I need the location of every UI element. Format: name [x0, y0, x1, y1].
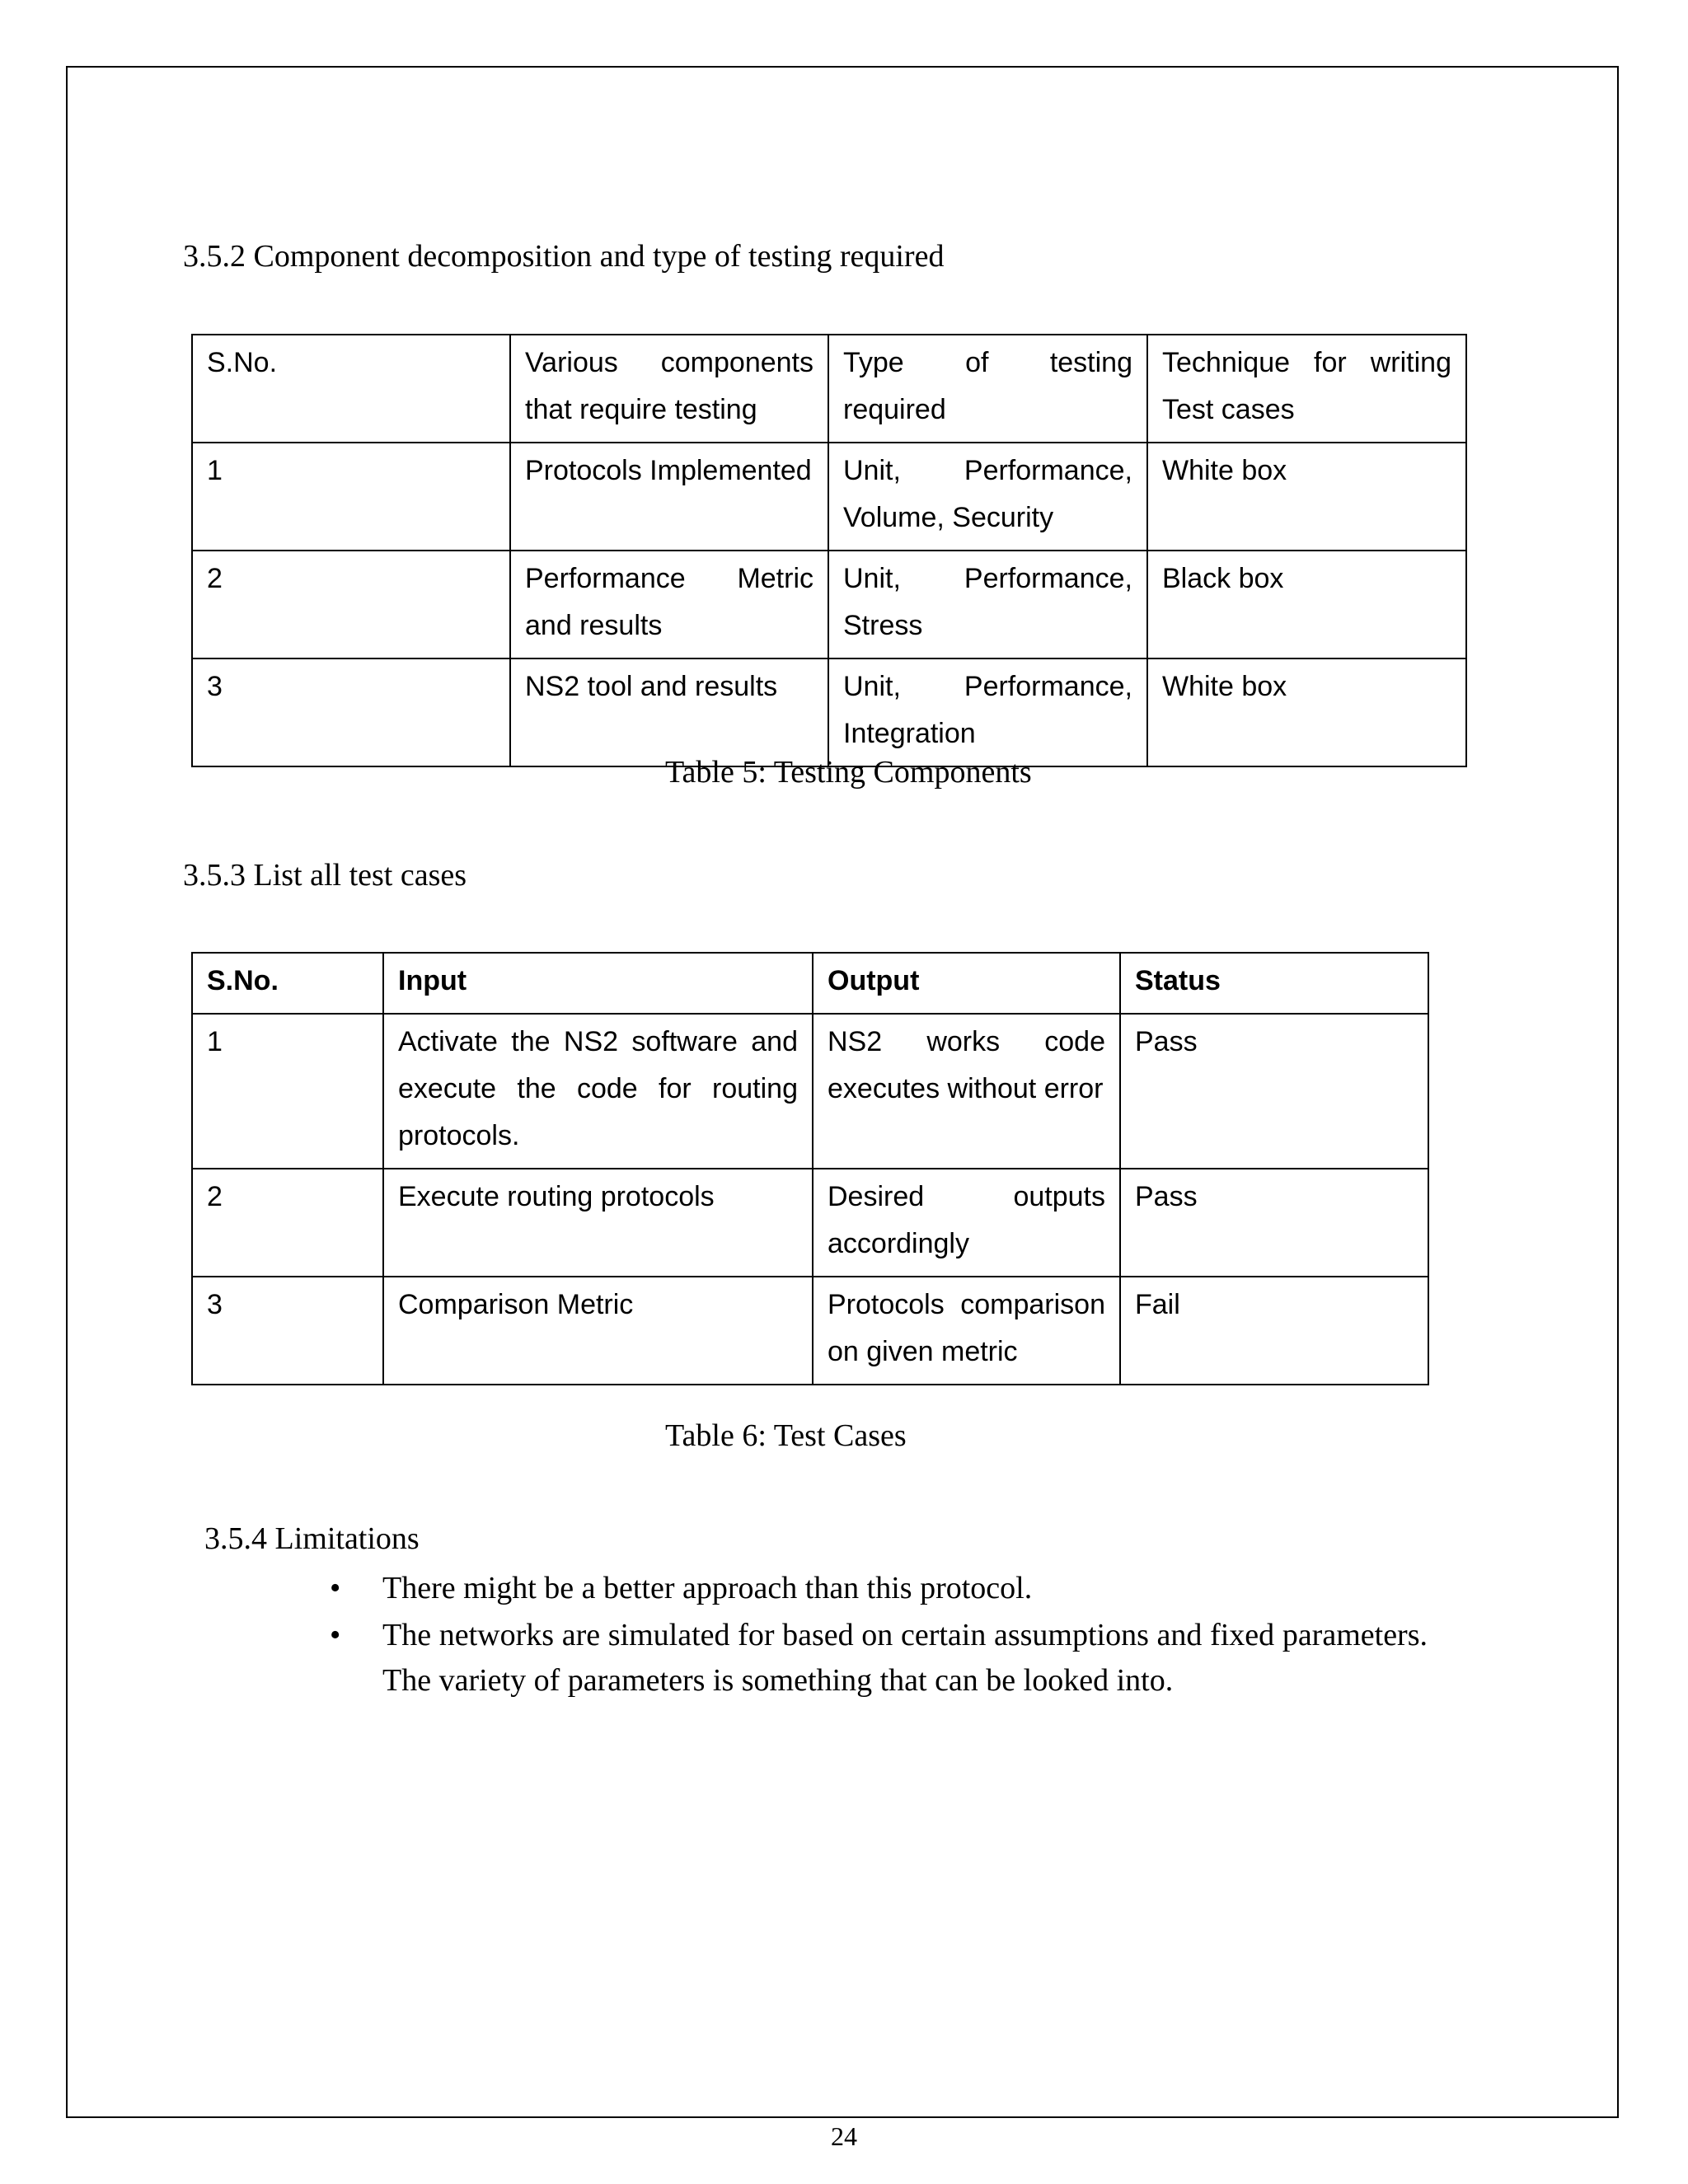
table-cell: 2 [192, 1169, 383, 1277]
table-cell: Fail [1120, 1277, 1428, 1385]
table-header-row [192, 335, 1466, 443]
table-cell: NS2 works code executes without error [813, 1014, 1120, 1169]
table-cell: Unit, Performance, Volume, Security [828, 443, 1147, 551]
table-row [192, 658, 1466, 766]
table-cell: Pass [1120, 1014, 1428, 1169]
table-header-row [192, 953, 1428, 1014]
table-row [192, 1277, 1428, 1385]
testing-components-table [191, 334, 1467, 767]
table-row [192, 443, 1466, 551]
list-item-text: The networks are simulated for based on certain assumptions and fixed parameters. The variety of parameters is something that can be looked into. [382, 1618, 1428, 1698]
table-cell: Activate the NS2 software and execute the code for routing protocols. [383, 1014, 813, 1169]
table-cell: NS2 tool and results [510, 658, 828, 766]
table-header-cell: Output [813, 953, 1120, 1014]
table-row [192, 551, 1466, 658]
table-header-cell: Type of testing required [828, 335, 1147, 443]
list-item [330, 1613, 1428, 1704]
limitations-list [330, 1566, 1428, 1705]
table-cell: Protocols comparison on given metric [813, 1277, 1120, 1385]
table-cell: Execute routing protocols [383, 1169, 813, 1277]
table-cell: Pass [1120, 1169, 1428, 1277]
table-header-cell: Technique for writing Test cases [1147, 335, 1466, 443]
table-header-cell: Status [1120, 953, 1428, 1014]
test-cases-table [191, 952, 1429, 1385]
table-cell: 3 [192, 658, 510, 766]
table-cell: 1 [192, 1014, 383, 1169]
table-cell: Comparison Metric [383, 1277, 813, 1385]
table-header-cell: S.No. [192, 953, 383, 1014]
table-cell: Black box [1147, 551, 1466, 658]
table-header-cell: S.No. [192, 335, 510, 443]
table-header-cell: Various components that require testing [510, 335, 828, 443]
table-header-cell: Input [383, 953, 813, 1014]
table-cell: Desired outputs accordingly [813, 1169, 1120, 1277]
page-number: 24 [831, 2121, 857, 2151]
table-cell: 1 [192, 443, 510, 551]
table-5-caption: Table 5: Testing Components [665, 755, 1032, 790]
table-cell: 3 [192, 1277, 383, 1385]
table-cell: Unit, Performance, Stress [828, 551, 1147, 658]
section-heading-3-5-2: 3.5.2 Component decomposition and type of testing required [183, 239, 945, 274]
table-cell: Performance Metric and results [510, 551, 828, 658]
table-cell: Unit, Performance, Integration [828, 658, 1147, 766]
table-cell: White box [1147, 658, 1466, 766]
table-6-caption: Table 6: Test Cases [665, 1418, 907, 1453]
table-cell: White box [1147, 443, 1466, 551]
list-item-text: There might be a better approach than this protocol. [382, 1571, 1033, 1605]
section-heading-3-5-4: 3.5.4 Limitations [204, 1521, 420, 1556]
bullet-icon: • [330, 1618, 341, 1652]
table-cell: Protocols Implemented [510, 443, 828, 551]
bullet-icon: • [330, 1571, 341, 1605]
table-row [192, 1169, 1428, 1277]
section-heading-3-5-3: 3.5.3 List all test cases [183, 858, 467, 893]
table-row [192, 1014, 1428, 1169]
list-item [330, 1566, 1428, 1611]
table-cell: 2 [192, 551, 510, 658]
